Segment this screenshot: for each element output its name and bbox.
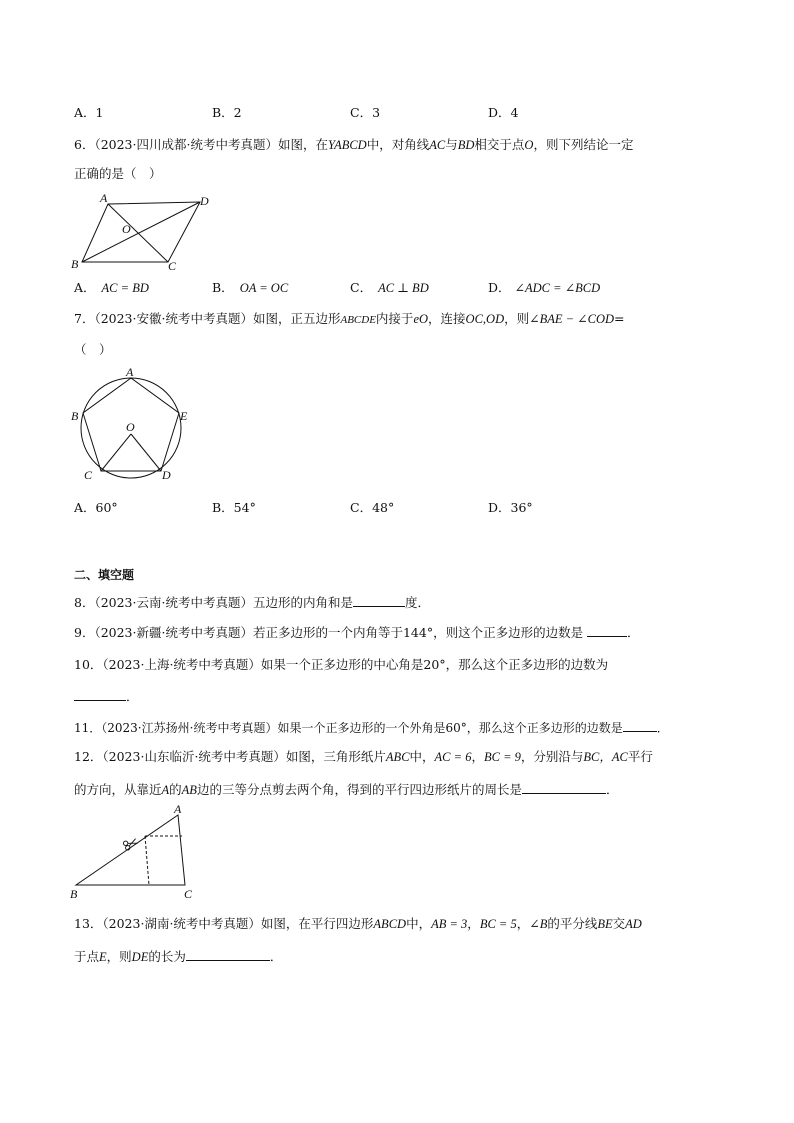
q5-option-b: B．2	[212, 105, 242, 120]
circle-symbol: e	[413, 312, 419, 326]
label-c: C	[84, 468, 93, 482]
q12-question-line2: 的方向，从靠近A的AB边的三等分点剪去两个角，得到的平行四边形纸片的周长是 ．	[74, 782, 619, 797]
q12-triangle-figure	[70, 802, 210, 901]
answer-blank[interactable]	[353, 594, 405, 607]
q10-question-line1: 10．（2023·上海·统考中考真题）如果一个正多边形的中心角是20°，那么这个正多边形的边数为	[74, 657, 609, 672]
answer-blank[interactable]	[74, 688, 126, 701]
q11-question: 11．（2023·江苏扬州·统考中考真题）如果一个正多边形的一个外角是60°，那么这个正多边形的边数是 ．	[74, 721, 669, 735]
section-heading: 二、填空题	[74, 568, 135, 582]
q7-question-line2: （ ）	[74, 342, 112, 357]
q7-option-a: A．60°	[74, 500, 118, 515]
q13-question-line1: 13．（2023·湖南·统考中考真题）如图，在平行四边形ABCD中，AB = 3，BC = 5，∠B的平分线BE交AD	[74, 916, 642, 931]
q13-question-line2: 于点E，则DE的长为 ．	[74, 949, 283, 964]
q7-option-b: B．54°	[212, 500, 256, 515]
label-a: A	[174, 802, 182, 816]
label-c: C	[168, 259, 177, 273]
answer-blank[interactable]	[522, 781, 606, 794]
label-b: B	[71, 409, 79, 423]
label-d: D	[162, 468, 171, 482]
q5-option-c: C．3	[350, 105, 381, 120]
q6-option-c: C． AC ⊥ BD	[350, 280, 429, 295]
q12-question-line1: 12．（2023·山东临沂·统考中考真题）如图，三角形纸片ABC中，AC = 6，BC = 9，分别沿与BC，AC平行	[74, 749, 653, 764]
q9-question: 9．（2023·新疆·统考中考真题）若正多边形的一个内角等于144°，则这个正多边形的边数是 ．	[74, 625, 640, 640]
parallelogram-symbol: Y	[327, 138, 335, 152]
q5-option-a: A．1	[74, 105, 104, 120]
q7-pentagon-circle-figure	[70, 365, 200, 485]
q6-parallelogram-figure	[70, 190, 220, 272]
label-b: B	[70, 887, 78, 901]
label-c: C	[184, 887, 193, 901]
label-b: B	[71, 257, 79, 271]
label-o: O	[126, 420, 135, 434]
q10-question-line2: ．	[74, 688, 139, 705]
q6-option-a: A． AC = BD	[74, 280, 149, 295]
label-a: A	[100, 191, 108, 205]
answer-blank[interactable]	[623, 719, 657, 732]
answer-blank[interactable]	[587, 624, 627, 637]
q7-option-d: D．36°	[488, 500, 533, 515]
q6-option-b: B． OA = OC	[212, 280, 289, 295]
q6-question-line1: 6．（2023·四川成都·统考中考真题）如图，在YABCD中，对角线AC与BD相交于点O，则下列结论一定	[74, 137, 634, 152]
q6-question-line2: 正确的是（ ）	[74, 166, 162, 181]
q7-question-line1: 7．（2023·安徽·统考中考真题）如图，正五边形ABCDE内接于eO，连接OC,OD，则∠BAE − ∠COD=	[74, 311, 625, 326]
label-o: O	[122, 222, 131, 236]
label-e: E	[180, 409, 188, 423]
q6-option-d: D． ∠ADC = ∠BCD	[488, 280, 601, 295]
label-a: A	[126, 365, 134, 379]
label-d: D	[200, 194, 209, 208]
answer-blank[interactable]	[186, 948, 270, 961]
q8-question: 8．（2023·云南·统考中考真题）五边形的内角和是 度．	[74, 595, 430, 610]
q5-option-d: D．4	[488, 105, 519, 120]
q7-option-c: C．48°	[350, 500, 395, 515]
